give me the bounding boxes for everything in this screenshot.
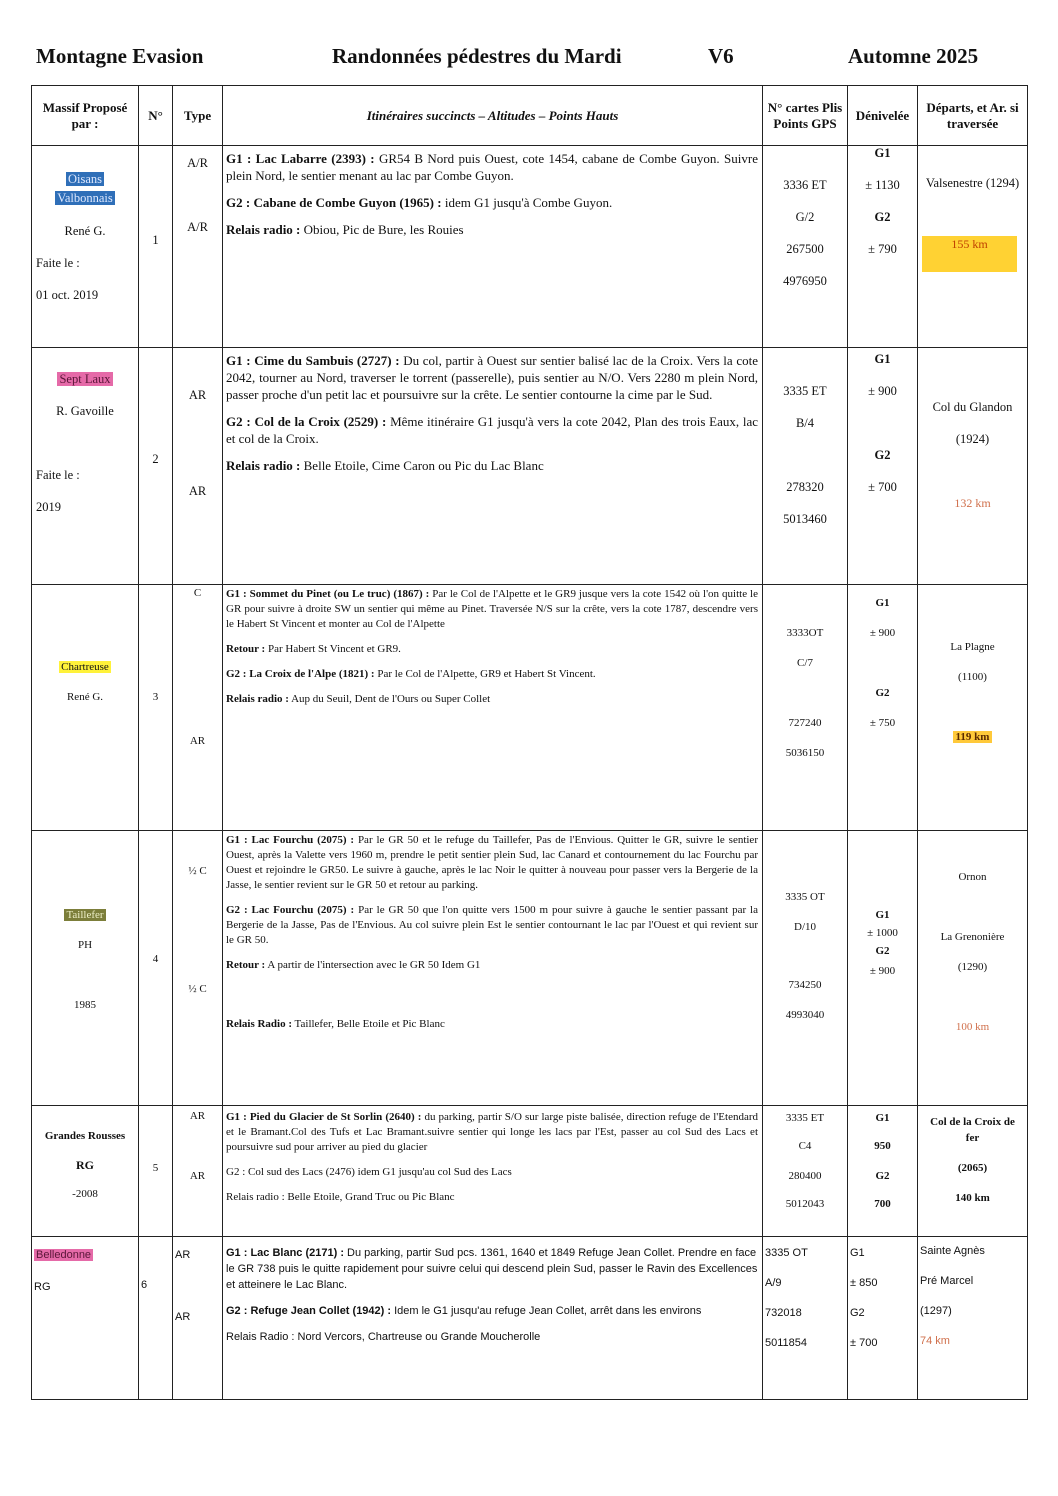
proposed-by: René G. [64,224,106,238]
doc-title: Randonnées pédestres du Mardi [332,44,622,68]
distance: 74 km [920,1335,950,1347]
type-g2: AR [189,735,206,747]
deniv-g1-value: ± 900 [869,627,896,639]
row-number: 5 [152,1162,159,1174]
itin-relais: Relais radio : Belle Etoile, Grand Truc ou Pic Blanc [226,1191,455,1203]
done-date: 01 oct. 2019 [36,288,99,302]
gps-x: 280400 [788,1170,822,1182]
doc-version: V6 [708,44,734,68]
deniv-g1-value: ± 850 [850,1277,878,1289]
col-itin: Itinéraires succincts – Altitudes – Points Hauts [223,86,763,146]
proposed-by: RG [76,1158,94,1172]
done-year: 1985 [74,999,96,1011]
deniv-g1-label: G1 [850,1247,865,1259]
proposed-by: R. Gavoille [56,404,114,418]
massif-name: Sept Laux [59,372,111,386]
col-no: N° [139,86,173,146]
map-fold: A/9 [765,1277,782,1289]
deniv-g2-label: G2 [875,1170,890,1182]
massif-name: Taillefer [66,909,104,921]
deniv-g1-label: G1 [874,146,891,160]
departure: Col de la Croix de fer [930,1116,1015,1144]
departure: Sainte Agnès [920,1245,985,1257]
deniv-g1-value: 950 [874,1140,891,1152]
col-depart: Départs, et Ar. si traversée [918,86,1028,146]
departure-altitude: (1297) [920,1305,952,1317]
massif-name: Grandes Rousses [44,1130,126,1142]
gps-y: 5011854 [765,1337,808,1349]
massif-name: Chartreuse [61,661,109,673]
gps-y: 4993040 [785,1009,825,1021]
col-deniv: Dénivelée [848,86,918,146]
map-fold: C/7 [797,657,813,669]
deniv-g1-label: G1 [874,352,891,366]
type-g2: AR [175,1311,191,1323]
distance: 100 km [955,1021,990,1033]
itin-g1: G1 : Sommet du Pinet (ou Le truc) (1867) : Par le Col de l'Alpette et le GR9 jusque vers la cote 1542 où l'on quitte le GR pour suivre à droite SW un sentier qui même au Pinet. Traversée N/S sur la crête, vers la cote 1787, descendre vers le Habert St Vincent et monter au Col de l'Alpette [226,588,758,630]
type-g1: A/R [187,156,208,170]
deniv-g1-value: ± 900 [868,384,897,398]
table-row [32,831,1028,1106]
org-name: Montagne Evasion [36,44,204,68]
gps-x: 732018 [765,1307,802,1319]
deniv-g2-value: ± 750 [869,717,896,729]
done-label: Faite le : [36,468,80,482]
gps-y: 5013460 [783,512,827,526]
page-header [36,38,1026,78]
type-g1: C [193,587,202,599]
itin-g1: G1 : Lac Labarre (2393) : GR54 B Nord puis Ouest, cote 1454, cabane de Combe Guyon. Suivre plein Nord, le sentier menant au lac par Combe Guyon. [226,151,758,183]
gps-y: 5012043 [785,1198,825,1210]
row-number: 1 [152,233,159,247]
gps-x: 734250 [788,979,822,991]
type-g1: AR [188,388,207,402]
doc-season: Automne 2025 [848,44,979,68]
itin-relais: Relais radio : Obiou, Pic de Bure, les Rouies [226,222,464,237]
massif-name: Oisans Valbonnais [57,172,113,205]
itin-relais: Relais Radio : Taillefer, Belle Etoile et Pic Blanc [226,1018,445,1030]
gps-y: 4976950 [783,274,827,288]
deniv-g2-label: G2 [875,687,890,699]
distance: 155 km [922,236,1017,272]
deniv-g2-label: G2 [874,448,891,462]
done-label: Faite le : [36,256,80,270]
departure-2: La Grenonière [940,931,1005,943]
itin-g2: G2 : La Croix de l'Alpe (1821) : Par le Col de l'Alpette, GR9 et Habert St Vincent. [226,668,596,680]
departure-altitude: (1100) [958,671,987,683]
row-number: 4 [152,953,159,965]
deniv-g1-label: G1 [875,597,890,609]
departure-altitude: (1290) [957,961,988,973]
deniv-g2-value: ± 700 [868,480,897,494]
itin-relais: Relais radio : Belle Etoile, Cime Caron ou Pic du Lac Blanc [226,458,544,473]
type-g1: AR [189,1110,206,1122]
map-fold: B/4 [795,416,815,430]
distance: 119 km [918,731,1027,743]
type-g2: ½ C [188,983,207,995]
gps-y: 5036150 [785,747,825,759]
row-number: 6 [141,1279,148,1291]
done-date: 2019 [36,500,61,514]
col-massif: Massif Proposé par : [32,86,139,146]
itin-g1: G1 : Lac Fourchu (2075) : Par le GR 50 et le refuge du Taillefer, Pas de l'Envious. Quitter le GR, suivre le sentier Ouest, après la Valette vers 1960 m, prendre le petit sentier plein Sud, lac Canard et contournement du lac Fourchu par Ouest et rejoindre le GR50. Le suivre à gauche, après le lac Noir le quitter à nouveau pour passer vers la Bergerie de la Jasse, le sentier revient sur le GR 50 et retour au parking. [226,834,758,891]
type-g1: ½ C [188,865,207,877]
proposed-by: René G. [66,691,104,703]
map-number: 3335 ET [785,1112,825,1124]
itin-relais: Relais radio : Aup du Seuil, Dent de l'Ours ou Super Collet [226,693,491,705]
col-type: Type [173,86,223,146]
deniv-g1-value: ± 1000 [867,927,898,939]
gps-x: 267500 [786,242,824,256]
table-row [32,585,1028,831]
itin-g2: G2 : Cabane de Combe Guyon (1965) : idem G1 jusqu'à Combe Guyon. [226,195,613,210]
itin-retour: Retour : A partir de l'intersection avec le GR 50 Idem G1 [226,959,481,971]
map-fold: G/2 [795,210,815,224]
hikes-table [31,85,1028,1400]
massif-name: Belledonne [36,1249,92,1261]
departure-2: Pré Marcel [920,1275,974,1287]
proposed-by: RG [34,1281,51,1293]
col-cartes: N° cartes Plis Points GPS [763,86,848,146]
deniv-g2-value: ± 700 [850,1337,878,1349]
gps-x: 278320 [786,480,824,494]
gps-x: 727240 [788,717,822,729]
map-fold: D/10 [794,921,816,933]
map-number: 3335 ET [783,384,827,398]
deniv-g1-label: G1 [875,1112,890,1124]
itin-g2: G2 : Col de la Croix (2529) : Même itinéraire G1 jusqu'à vers la cote 2042, Plan des trois Eaux, lac et col de la Croix. [226,414,759,446]
itin-g2: G2 : Lac Fourchu (2075) : Par le GR 50 que l'on quitte vers 1500 m pour suivre à gauche le sentier passant par la Bergerie de la Jasse, Pas de l'Envious. Au col suivre plein Est le sentier contournant le lac par l'Ouest et qui revient sur le GR 50. [226,904,758,946]
itin-relais: Relais Radio : Nord Vercors, Chartreuse ou Grande Moucherolle [226,1331,541,1343]
table-row [32,1106,1028,1237]
deniv-g2-value: 700 [874,1198,891,1210]
deniv-g2-value: ± 900 [869,965,896,977]
distance: 140 km [955,1192,990,1204]
itin-retour: Retour : Par Habert St Vincent et GR9. [226,643,401,655]
itin-g2: G2 : Refuge Jean Collet (1942) : Idem le G1 jusqu'au refuge Jean Collet, arrêt dans les environs [226,1305,702,1317]
itin-g2: G2 : Col sud des Lacs (2476) idem G1 jusqu'au col Sud des Lacs [226,1166,512,1178]
deniv-g1-value: ± 1130 [865,178,900,192]
deniv-g2-label: G2 [874,210,891,224]
done-year: -2008 [72,1188,98,1200]
map-number: 3336 ET [783,178,827,192]
type-g2: A/R [187,220,208,234]
departure: Ornon [958,871,987,883]
deniv-g2-label: G2 [850,1307,865,1319]
departure-altitude: (1924) [955,432,990,446]
departure: Col du Glandon [932,400,1013,414]
deniv-g2-value: ± 790 [868,242,897,256]
departure: Valsenestre (1294) [925,176,1020,190]
row-number: 2 [152,452,159,466]
table-row [32,1237,1028,1400]
departure-altitude: (2065) [957,1162,988,1174]
map-number: 3333OT [786,627,824,639]
itin-g1: G1 : Cime du Sambuis (2727) : Du col, partir à Ouest sur sentier balisé lac de la Croix. Vers la cote 2042, tourner au Nord, traverser le torrent (passerelle), puis sentier au N/O. Vers 2280 m plein Nord, passer proche d'un petit lac et poursuivre sur la crête. Le sentier contourne la cime par le Sud. [226,353,758,402]
type-g1: AR [175,1249,191,1261]
header-row [32,86,1028,146]
deniv-g2-label: G2 [875,945,890,957]
departure: La Plagne [950,641,995,653]
table-row [32,348,1028,585]
map-number: 3335 OT [785,891,825,903]
map-fold: C4 [798,1140,812,1152]
type-g2: AR [189,1170,206,1182]
deniv-g1-label: G1 [875,909,890,921]
proposed-by: PH [77,939,93,951]
itin-g1: G1 : Lac Blanc (2171) : Du parking, partir Sud pcs. 1361, 1640 et 1849 Refuge Jean Collet. Prendre en face le GR 738 puis le quitte rapidement pour suivre celui qui descend plein Sud, passer le Ravin des Excellences et atteinere le Lac Blanc. [226,1247,758,1291]
distance: 132 km [954,496,991,510]
type-g2: AR [188,484,207,498]
table-row [32,146,1028,348]
itin-g1: G1 : Pied du Glacier de St Sorlin (2640) : du parking, partir S/O sur large piste balisée, direction refuge de l'Etendard et le Bramant.Col des Tufs et Lac Bramant.suivre sentier qui longe les lacs par l'Est, passer au col Sud des Lacs et poursuivre sud pour arriver au pied du glacier [226,1111,758,1153]
map-number: 3335 OT [765,1247,808,1259]
row-number: 3 [152,691,159,703]
